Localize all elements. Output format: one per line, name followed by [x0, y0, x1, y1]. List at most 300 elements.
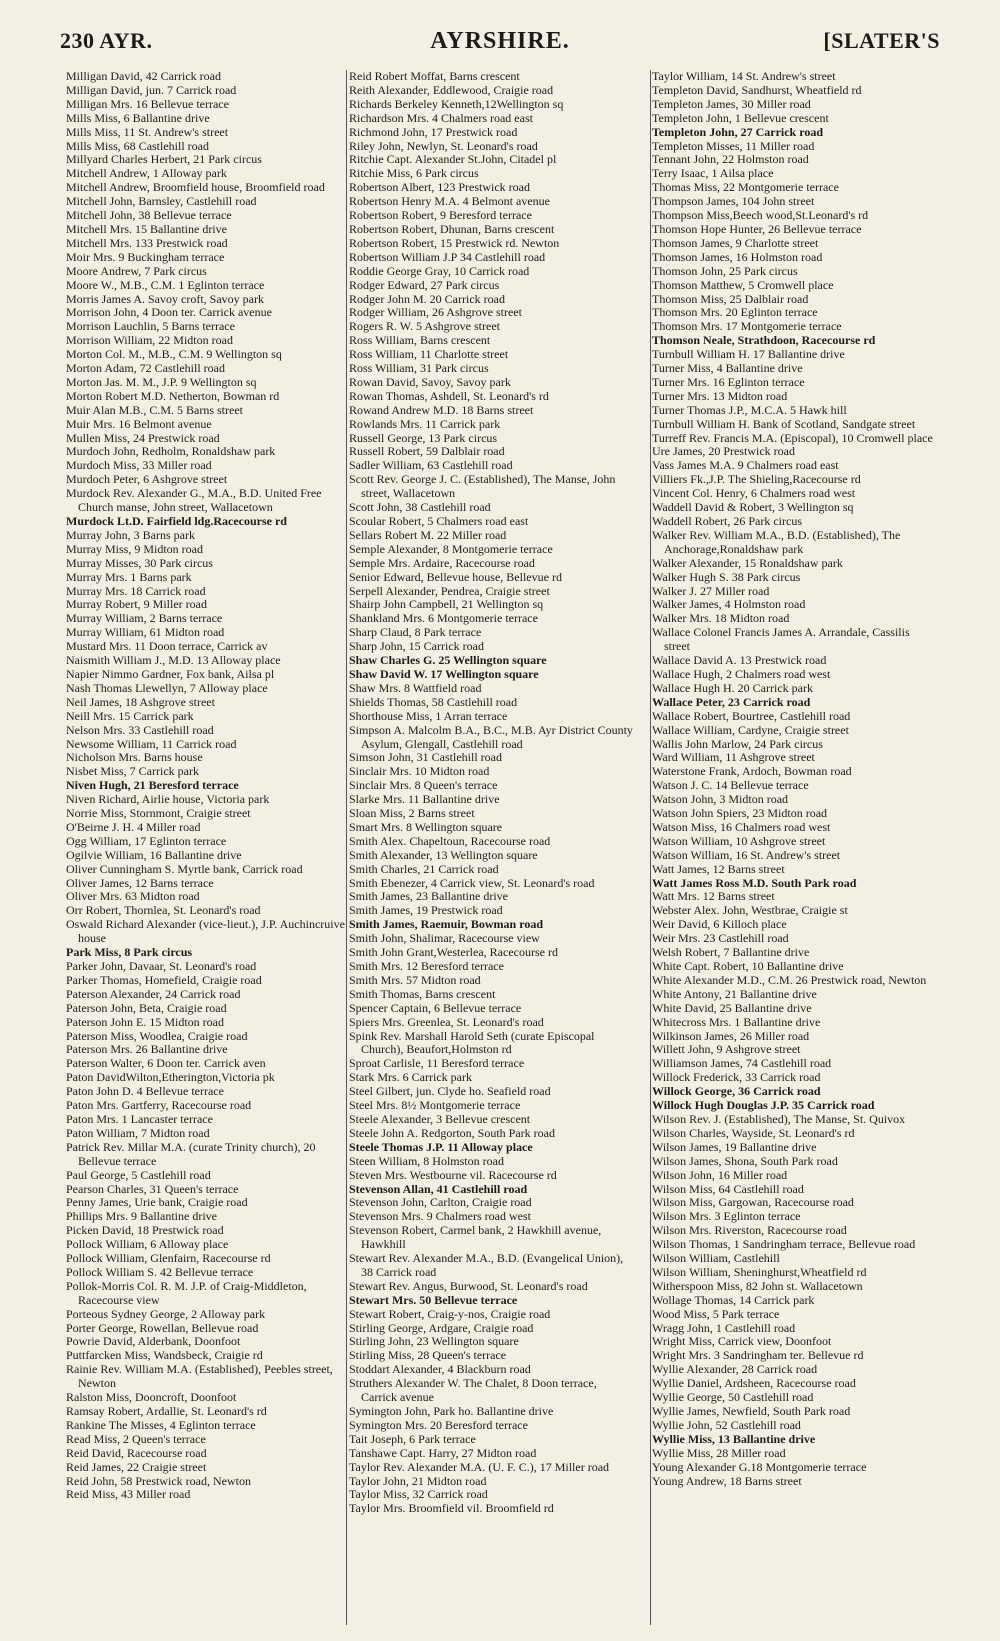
directory-entry: Ritchie Capt. Alexander St.John, Citadel pl	[349, 152, 557, 167]
directory-entry: Simson John, 31 Castlehill road	[349, 750, 502, 765]
directory-entry: Mitchell Mrs. 15 Ballantine drive	[66, 221, 227, 236]
directory-entry: Pollock William, Glenfairn, Racecourse rd	[66, 1251, 271, 1266]
directory-entry: Watson Miss, 16 Chalmers road west	[652, 819, 831, 834]
directory-entry: Robertson Robert, 15 Prestwick rd. Newton	[349, 235, 560, 250]
directory-entry: Walker James, 4 Holmston road	[652, 597, 806, 612]
directory-entry: Pollok-Morris Col. R. M. J.P. of Craig-Middleton, Racecourse view	[66, 1278, 307, 1307]
directory-entry: Senior Edward, Bellevue house, Bellevue rd	[349, 569, 562, 584]
directory-entry: Thomson Hope Hunter, 26 Bellevue terrace	[652, 221, 862, 236]
directory-entry: Smith Alexander, 13 Wellington square	[349, 847, 538, 862]
directory-entry: Mills Miss, 11 St. Andrew's street	[66, 124, 229, 139]
directory-entry: Wood Miss, 5 Park terrace	[652, 1306, 780, 1321]
directory-entry: Watson William, 16 St. Andrew's street	[652, 847, 841, 862]
directory-entry: Watt James, 12 Barns street	[652, 861, 785, 876]
directory-entry: Turnbull William H. 17 Ballantine drive	[652, 347, 845, 362]
directory-entry: Spencer Captain, 6 Bellevue terrace	[349, 1000, 522, 1015]
directory-entry: Murray John, 3 Barns park	[66, 527, 195, 542]
directory-entry: Weir David, 6 Killoch place	[652, 917, 787, 932]
directory-entry: Walker Hugh S. 38 Park circus	[652, 569, 801, 584]
county-title: AYRSHIRE.	[430, 28, 570, 54]
directory-entry: Reid David, Racecourse road	[66, 1445, 207, 1460]
directory-entry: Murdock Lt.D. Fairfield ldg.Racecourse rd	[66, 514, 287, 528]
directory-entry: Park Miss, 8 Park circus	[66, 945, 193, 960]
directory-columns	[66, 70, 940, 1630]
directory-entry: Picken David, 18 Prestwick road	[66, 1223, 224, 1238]
directory-entry: Webster Alex. John, Westbrae, Craigie st	[652, 903, 848, 918]
directory-entry: Wilson William, Sheninghurst,Wheatfield rd	[652, 1264, 867, 1279]
directory-entry: Murray Misses, 30 Park circus	[66, 555, 213, 570]
directory-entry: Mills Miss, 68 Castlehill road	[66, 138, 210, 153]
directory-entry: Thomson Mrs. 20 Eglinton terrace	[652, 305, 818, 320]
directory-entry: Wyllie Alexander, 28 Carrick road	[652, 1362, 818, 1377]
directory-entry: Paterson Walter, 6 Doon ter. Carrick aven	[66, 1056, 266, 1071]
directory-entry: Ross William, Barns crescent	[349, 333, 491, 348]
directory-entry: Smart Mrs. 8 Wellington square	[349, 819, 503, 834]
directory-entry: Vass James M.A. 9 Chalmers road east	[652, 458, 839, 473]
directory-entry: Reid Robert Moffat, Barns crescent	[349, 70, 520, 83]
directory-entry: Simpson A. Malcolm B.A., B.C., M.B. Ayr District County Asylum, Glengall, Castlehill road	[349, 722, 633, 751]
directory-entry: Murray William, 61 Midton road	[66, 625, 225, 640]
directory-entry: Stewart Robert, Craig-y-nos, Craigie road	[349, 1306, 551, 1321]
directory-entry: Semple Mrs. Ardaire, Racecourse road	[349, 555, 535, 570]
directory-entry: Rankine The Misses, 4 Eglinton terrace	[66, 1417, 256, 1432]
directory-entry: Shields Thomas, 58 Castlehill road	[349, 694, 518, 709]
directory-entry: Murray William, 2 Barns terrace	[66, 611, 223, 626]
directory-entry: Young Alexander G.18 Montgomerie terrace	[652, 1459, 867, 1474]
directory-entry: Pearson Charles, 31 Queen's terrace	[66, 1181, 239, 1196]
directory-entry: Templeton Misses, 11 Miller road	[652, 138, 815, 153]
directory-entry: Wragg John, 1 Castlehill road	[652, 1320, 796, 1335]
directory-entry: Mullen Miss, 24 Prestwick road	[66, 430, 220, 445]
directory-entry: Reid James, 22 Craigie street	[66, 1459, 207, 1474]
directory-entry: Templeton David, Sandhurst, Wheatfield rd	[652, 82, 862, 97]
directory-entry: Napier Nimmo Gardner, Fox bank, Ailsa pl	[66, 666, 275, 681]
directory-entry: Semple Alexander, 8 Montgomerie terrace	[349, 541, 553, 556]
directory-entry: Steen William, 8 Holmston road	[349, 1153, 504, 1168]
directory-entry: Murray Robert, 9 Miller road	[66, 597, 207, 612]
directory-entry: Sharp Claud, 8 Park terrace	[349, 625, 482, 640]
directory-entry: Ramsay Robert, Ardallie, St. Leonard's rd	[66, 1404, 267, 1418]
directory-entry: Turner Mrs. 16 Eglinton terrace	[652, 374, 805, 389]
directory-entry: Ward William, 11 Ashgrove street	[652, 750, 815, 765]
directory-entry: Morton Robert M.D. Netherton, Bowman rd	[66, 388, 280, 403]
directory-entry: Wallace David A. 13 Prestwick road	[652, 653, 827, 668]
directory-entry: Thompson James, 104 John street	[652, 194, 815, 209]
directory-entry: Parker Thomas, Homefield, Craigie road	[66, 972, 262, 987]
directory-entry: Milligan David, jun. 7 Carrick road	[66, 82, 237, 97]
directory-column-2	[349, 70, 635, 1630]
directory-entry: Thomson Matthew, 5 Cromwell place	[652, 277, 834, 292]
directory-entry: Steven Mrs. Westbourne vil. Racecourse rd	[349, 1167, 557, 1182]
directory-entry: Smith James, 19 Prestwick road	[349, 903, 503, 918]
directory-entry: Paton Mrs. 1 Lancaster terrace	[66, 1111, 213, 1126]
directory-entry: Willock George, 36 Carrick road	[652, 1084, 821, 1099]
directory-entry: Ritchie Miss, 6 Park circus	[349, 166, 479, 181]
directory-entry: Mills Miss, 6 Ballantine drive	[66, 110, 210, 125]
directory-entry: Steel Gilbert, jun. Clyde ho. Seafield road	[349, 1084, 551, 1099]
directory-entry: Turnbull William H. Bank of Scotland, Sandgate street	[652, 416, 916, 431]
directory-entry: Wallace Colonel Francis James A. Arrandale, Cassilis street	[652, 625, 910, 654]
directory-entry: Mitchell John, Barnsley, Castlehill road	[66, 194, 257, 209]
directory-entry: Wollage Thomas, 14 Carrick park	[652, 1292, 815, 1307]
directory-entry: White Antony, 21 Ballantine drive	[652, 986, 817, 1001]
directory-entry: Millyard Charles Herbert, 21 Park circus	[66, 152, 262, 167]
directory-entry: Pollock William, 6 Alloway place	[66, 1237, 229, 1252]
directory-entry: Parker John, Davaar, St. Leonard's road	[66, 959, 257, 973]
directory-entry: Powrie David, Alderbank, Doonfoot	[66, 1334, 241, 1349]
directory-entry: Walker Alexander, 15 Ronaldshaw park	[652, 555, 843, 570]
directory-entry: Scott John, 38 Castlehill road	[349, 500, 491, 515]
directory-entry: Morrison William, 22 Midton road	[66, 333, 233, 348]
directory-entry: Morton Adam, 72 Castlehill road	[66, 361, 225, 376]
directory-entry: Watson William, 10 Ashgrove street	[652, 833, 826, 848]
directory-entry: Smith Ebenezer, 4 Carrick view, St. Leonard's road	[349, 875, 595, 890]
directory-entry: Nelson Mrs. 33 Castlehill road	[66, 722, 214, 737]
directory-entry: Wallace William, Cardyne, Craigie street	[652, 722, 849, 737]
directory-entry: Terry Isaac, 1 Ailsa place	[652, 166, 774, 181]
directory-entry: Wallis John Marlow, 24 Park circus	[652, 736, 823, 751]
directory-entry: Thomson Mrs. 17 Montgomerie terrace	[652, 319, 842, 334]
directory-entry: Oswald Richard Alexander (vice-lieut.), J.P. Auchincruive house	[66, 917, 345, 946]
directory-entry: Sinclair Mrs. 8 Queen's terrace	[349, 778, 498, 793]
directory-entry: Wilson Mrs. 3 Eglinton terrace	[652, 1209, 801, 1224]
directory-entry: Stevenson Allan, 41 Castlehill road	[349, 1181, 528, 1196]
directory-entry: Stevenson Robert, Carmel bank, 2 Hawkhill avenue, Hawkhill	[349, 1223, 602, 1252]
directory-entry: Oliver Cunningham S. Myrtle bank, Carrick road	[66, 861, 303, 876]
directory-entry: Robertson William J.P 34 Castlehill road	[349, 249, 546, 264]
directory-entry: Paterson John E. 15 Midton road	[66, 1014, 224, 1029]
directory-entry: Robertson Robert, Dhunan, Barns crescent	[349, 221, 555, 236]
directory-entry: Steele John A. Redgorton, South Park road	[349, 1125, 555, 1140]
directory-entry: Welsh Robert, 7 Ballantine drive	[652, 945, 810, 960]
directory-entry: Symington Mrs. 20 Beresford terrace	[349, 1417, 528, 1432]
page-number: 230	[60, 28, 95, 53]
directory-entry: Robertson Robert, 9 Beresford terrace	[349, 208, 532, 223]
directory-entry: Paton DavidWilton,Etherington,Victoria pk	[66, 1070, 275, 1085]
directory-entry: Thomson James, 16 Holmston road	[652, 249, 823, 264]
directory-entry: Smith Charles, 21 Carrick road	[349, 861, 499, 876]
directory-entry: Neil James, 18 Ashgrove street	[66, 694, 215, 709]
directory-entry: Wright Miss, Carrick view, Doonfoot	[652, 1334, 832, 1349]
directory-entry: Wilson Miss, 64 Castlehill road	[652, 1181, 804, 1196]
directory-entry: Waterstone Frank, Ardoch, Bowman road	[652, 764, 852, 779]
directory-entry: Paterson Miss, Woodlea, Craigie road	[66, 1028, 248, 1043]
directory-entry: Naismith William J., M.D. 13 Alloway place	[66, 653, 281, 668]
directory-entry: Steele Thomas J.P. 11 Alloway place	[349, 1139, 533, 1154]
directory-entry: Stoddart Alexander, 4 Blackburn road	[349, 1362, 531, 1377]
directory-entry: Sproat Carlisle, 11 Beresford terrace	[349, 1056, 525, 1071]
directory-entry: Moir Mrs. 9 Buckingham terrace	[66, 249, 225, 264]
directory-entry: Symington John, Park ho. Ballantine drive	[349, 1404, 554, 1418]
town-name: AYR.	[99, 28, 153, 53]
directory-entry: Smith Mrs. 57 Midton road	[349, 972, 481, 987]
directory-entry: Taylor John, 21 Midton road	[349, 1473, 487, 1488]
directory-entry: Oliver Mrs. 63 Midton road	[66, 889, 200, 904]
directory-entry: Templeton John, 1 Bellevue crescent	[652, 110, 829, 125]
directory-entry: Taylor Mrs. Broomfield vil. Broomfield rd	[349, 1501, 554, 1516]
directory-entry: Spink Rev. Marshall Harold Seth (curate Episcopal Church), Beaufort,Holmston rd	[349, 1028, 595, 1057]
directory-entry: Richards Berkeley Kenneth,12Wellington sq	[349, 96, 564, 111]
directory-entry: Stevenson John, Carlton, Craigie road	[349, 1195, 532, 1210]
directory-entry: Phillips Mrs. 9 Ballantine drive	[66, 1209, 217, 1224]
directory-entry: Smith Mrs. 12 Beresford terrace	[349, 959, 504, 973]
directory-entry: Willett John, 9 Ashgrove street	[652, 1042, 801, 1057]
directory-entry: Mitchell Andrew, 1 Alloway park	[66, 166, 227, 181]
directory-entry: Walker J. 27 Miller road	[652, 583, 770, 598]
directory-entry: Reith Alexander, Eddlewood, Craigie road	[349, 82, 554, 97]
directory-entry: Murdoch Miss, 33 Miller road	[66, 458, 212, 473]
directory-entry: Mitchell Andrew, Broomfield house, Broomfield road	[66, 180, 325, 195]
directory-entry: Wilson Rev. J. (Established), The Manse, St. Quivox	[652, 1111, 906, 1126]
directory-entry: Tait Joseph, 6 Park terrace	[349, 1431, 476, 1446]
directory-entry: Penny James, Urie bank, Craigie road	[66, 1195, 248, 1210]
directory-entry: Richmond John, 17 Prestwick road	[349, 124, 518, 139]
directory-entry: Wyllie John, 52 Castlehill road	[652, 1417, 801, 1432]
directory-entry: Slarke Mrs. 11 Ballantine drive	[349, 792, 500, 807]
directory-entry: Wilkinson James, 26 Miller road	[652, 1028, 810, 1043]
directory-entry: Milligan David, 42 Carrick road	[66, 70, 221, 83]
directory-entry: Paterson John, Beta, Craigie road	[66, 1000, 227, 1015]
directory-entry: Wilson William, Castlehill	[652, 1251, 780, 1266]
directory-entry: Thompson Miss,Beech wood,St.Leonard's rd	[652, 208, 869, 223]
directory-entry: Stirling George, Ardgare, Craigie road	[349, 1320, 534, 1335]
directory-entry: Rowan Thomas, Ashdell, St. Leonard's rd	[349, 388, 549, 403]
directory-entry: Wyllie George, 50 Castlehill road	[652, 1390, 814, 1405]
directory-entry: Murray Miss, 9 Midton road	[66, 541, 203, 556]
directory-entry: Paterson Alexander, 24 Carrick road	[66, 986, 241, 1001]
directory-entry: Orr Robert, Thornlea, St. Leonard's road	[66, 903, 261, 918]
directory-entry: Wyllie Miss, 13 Ballantine drive	[652, 1431, 816, 1446]
directory-entry: Vincent Col. Henry, 6 Chalmers road west	[652, 486, 856, 501]
directory-entry: Reid Miss, 43 Miller road	[66, 1487, 191, 1502]
directory-entry: Morrison John, 4 Doon ter. Carrick avenue	[66, 305, 272, 320]
directory-entry: Wilson John, 16 Miller road	[652, 1167, 788, 1182]
directory-column-3	[652, 70, 938, 1630]
directory-entry: Taylor Miss, 32 Carrick road	[349, 1487, 488, 1502]
directory-entry: Rodger William, 26 Ashgrove street	[349, 305, 522, 320]
directory-entry: Moore W., M.B., C.M. 1 Eglinton terrace	[66, 277, 265, 292]
directory-entry: Rowand Andrew M.D. 18 Barns street	[349, 402, 534, 417]
directory-entry: Wallace Peter, 23 Carrick road	[652, 694, 811, 709]
directory-entry: Murray Mrs. 1 Barns park	[66, 569, 192, 584]
directory-entry: Turner Thomas J.P., M.C.A. 5 Hawk hill	[652, 402, 847, 417]
directory-entry: Smith John, Shalimar, Racecourse view	[349, 931, 540, 946]
directory-entry: Rodger Edward, 27 Park circus	[349, 277, 500, 292]
directory-entry: Murdoch Peter, 6 Ashgrove street	[66, 472, 228, 487]
directory-entry: Turreff Rev. Francis M.A. (Episcopal), 10 Cromwell place	[652, 430, 933, 445]
directory-entry: Rowan David, Savoy, Savoy park	[349, 374, 511, 389]
directory-entry: Walker Rev. William M.A., B.D. (Established), The Anchorage,Ronaldshaw park	[652, 527, 901, 556]
directory-entry: Sinclair Mrs. 10 Midton road	[349, 764, 490, 779]
directory-entry: Newsome William, 11 Carrick road	[66, 736, 237, 751]
publisher-name: [SLATER'S	[823, 28, 940, 53]
directory-entry: Neill Mrs. 15 Carrick park	[66, 708, 194, 723]
directory-entry: Stirling Miss, 28 Queen's terrace	[349, 1348, 507, 1363]
directory-entry: Wilson Thomas, 1 Sandringham terrace, Bellevue road	[652, 1237, 916, 1252]
directory-entry: Pollock William S. 42 Bellevue terrace	[66, 1264, 254, 1279]
directory-entry: Paton Mrs. Gartferry, Racecourse road	[66, 1098, 252, 1113]
directory-entry: Waddell Robert, 26 Park circus	[652, 514, 802, 528]
directory-entry: Wilson Miss, Gargowan, Racecourse road	[652, 1195, 854, 1210]
directory-entry: Paterson Mrs. 26 Ballantine drive	[66, 1042, 228, 1057]
directory-entry: Wilson Charles, Wayside, St. Leonard's rd	[652, 1125, 855, 1140]
directory-entry: Watson John Spiers, 23 Midton road	[652, 806, 828, 821]
directory-entry: Wright Mrs. 3 Sandringham ter. Bellevue rd	[652, 1348, 864, 1363]
directory-entry: Murdoch John, Redholm, Ronaldshaw park	[66, 444, 276, 459]
directory-entry: Nisbet Miss, 7 Carrick park	[66, 764, 199, 779]
directory-entry: Reid John, 58 Prestwick road, Newton	[66, 1473, 251, 1488]
directory-entry: Muir Mrs. 16 Belmont avenue	[66, 416, 212, 431]
directory-entry: Scott Rev. George J. C. (Established), The Manse, John street, Wallacetown	[349, 472, 616, 501]
directory-entry: Mitchell John, 38 Bellevue terrace	[66, 208, 232, 223]
directory-entry: Moore Andrew, 7 Park circus	[66, 263, 207, 278]
directory-entry: White David, 25 Ballantine drive	[652, 1000, 812, 1015]
directory-entry: Templeton James, 30 Miller road	[652, 96, 811, 111]
directory-entry: Wyllie Miss, 28 Miller road	[652, 1445, 786, 1460]
directory-entry: Wallace Robert, Bourtree, Castlehill road	[652, 708, 851, 723]
directory-entry: Wallace Hugh, 2 Chalmers road west	[652, 666, 831, 681]
directory-entry: Watt James Ross M.D. South Park road	[652, 875, 857, 890]
directory-entry: Riley John, Newlyn, St. Leonard's road	[349, 138, 538, 153]
directory-entry: Niven Richard, Airlie house, Victoria park	[66, 792, 270, 807]
directory-entry: Thomson Neale, Strathdoon, Racecourse rd	[652, 333, 876, 348]
directory-entry: Steele Alexander, 3 Bellevue crescent	[349, 1111, 531, 1126]
directory-entry: Stewart Rev. Angus, Burwood, St. Leonard's road	[349, 1278, 588, 1293]
directory-entry: Scoular Robert, 5 Chalmers road east	[349, 514, 529, 528]
directory-entry: Thomson James, 9 Charlotte street	[652, 235, 819, 250]
directory-entry: Shankland Mrs. 6 Montgomerie terrace	[349, 611, 538, 626]
directory-entry: Sadler William, 63 Castlehill road	[349, 458, 513, 473]
directory-entry: Waddell David & Robert, 3 Wellington sq	[652, 500, 854, 515]
directory-entry: Murdock Rev. Alexander G., M.A., B.D. United Free Church manse, John street, Wallacetown	[66, 486, 322, 515]
directory-entry: Ralston Miss, Dooncroft, Doonfoot	[66, 1390, 237, 1405]
directory-entry: Smith James, Raemuir, Bowman road	[349, 917, 544, 932]
directory-entry: Mustard Mrs. 11 Doon terrace, Carrick av	[66, 639, 268, 654]
directory-entry: Rodger John M. 20 Carrick road	[349, 291, 505, 306]
directory-entry: Whitecross Mrs. 1 Ballantine drive	[652, 1014, 821, 1029]
directory-entry: Puttfarcken Miss, Wandsbeck, Craigie rd	[66, 1348, 263, 1363]
directory-entry: Smith James, 23 Ballantine drive	[349, 889, 508, 904]
directory-entry: Shairp John Campbell, 21 Wellington sq	[349, 597, 544, 612]
directory-entry: Russell George, 13 Park circus	[349, 430, 498, 445]
directory-entry: Watson J. C. 14 Bellevue terrace	[652, 778, 809, 793]
directory-entry: Tennant John, 22 Holmston road	[652, 152, 809, 167]
directory-entry: Patrick Rev. Millar M.A. (curate Trinity church), 20 Bellevue terrace	[66, 1139, 316, 1168]
directory-entry: Thomas Miss, 22 Montgomerie terrace	[652, 180, 839, 195]
directory-entry: Wilson Mrs. Riverston, Racecourse road	[652, 1223, 847, 1238]
directory-entry: Stevenson Mrs. 9 Chalmers road west	[349, 1209, 531, 1224]
directory-entry: Stark Mrs. 6 Carrick park	[349, 1070, 472, 1085]
directory-entry: Ross William, 31 Park circus	[349, 361, 489, 376]
directory-entry: Villiers Fk.,J.P. The Shieling,Racecourse rd	[652, 472, 861, 487]
directory-entry: Russell Robert, 59 Dalblair road	[349, 444, 505, 459]
directory-entry: Taylor Rev. Alexander M.A. (U. F. C.), 17 Miller road	[349, 1459, 610, 1474]
directory-entry: Shaw Charles G. 25 Wellington square	[349, 653, 547, 668]
directory-entry: Milligan Mrs. 16 Bellevue terrace	[66, 96, 229, 111]
directory-entry: Morrison Lauchlin, 5 Barns terrace	[66, 319, 235, 334]
directory-entry: Ogilvie William, 16 Ballantine drive	[66, 847, 242, 862]
directory-entry: Murray Mrs. 18 Carrick road	[66, 583, 206, 598]
directory-entry: Norrie Miss, Stornmont, Craigie street	[66, 806, 251, 821]
directory-entry: White Capt. Robert, 10 Ballantine drive	[652, 959, 844, 973]
directory-entry: Shaw Mrs. 8 Wattfield road	[349, 680, 482, 695]
directory-entry: Turner Mrs. 13 Midton road	[652, 388, 788, 403]
directory-entry: Smith Alex. Chapeltoun, Racecourse road	[349, 833, 551, 848]
directory-entry: Ogg William, 17 Eglinton terrace	[66, 833, 227, 848]
directory-entry: Templeton John, 27 Carrick road	[652, 124, 824, 139]
directory-entry: Wallace Hugh H. 20 Carrick park	[652, 680, 813, 695]
directory-entry: Robertson Henry M.A. 4 Belmont avenue	[349, 194, 550, 209]
directory-entry: Weir Mrs. 23 Castlehill road	[652, 931, 789, 946]
directory-entry: Richardson Mrs. 4 Chalmers road east	[349, 110, 533, 125]
directory-entry: Sharp John, 15 Carrick road	[349, 639, 484, 654]
directory-entry: Wyllie James, Newfield, South Park road	[652, 1404, 851, 1418]
directory-entry: Watson John, 3 Midton road	[652, 792, 789, 807]
directory-entry: Williamson James, 74 Castlehill road	[652, 1056, 832, 1071]
directory-entry: Smith John Grant,Westerlea, Racecourse rd	[349, 945, 558, 960]
directory-entry: Shorthouse Miss, 1 Arran terrace	[349, 708, 508, 723]
directory-entry: Muir Alan M.B., C.M. 5 Barns street	[66, 402, 243, 417]
directory-entry: Rowlands Mrs. 11 Carrick park	[349, 416, 501, 431]
directory-entry: Sellars Robert M. 22 Miller road	[349, 527, 507, 542]
directory-entry: Tanshawe Capt. Harry, 27 Midton road	[349, 1445, 537, 1460]
directory-entry: Spiers Mrs. Greenlea, St. Leonard's road	[349, 1014, 544, 1029]
directory-entry: Roddie George Gray, 10 Carrick road	[349, 263, 530, 278]
directory-entry: Porter George, Rowellan, Bellevue road	[66, 1320, 259, 1335]
directory-column-1	[66, 70, 352, 1630]
directory-entry: Smith Thomas, Barns crescent	[349, 986, 496, 1001]
directory-entry: Stewart Mrs. 50 Bellevue terrace	[349, 1292, 518, 1307]
directory-entry: Wilson James, Shona, South Park road	[652, 1153, 838, 1168]
directory-entry: Thomson Miss, 25 Dalblair road	[652, 291, 809, 306]
directory-entry: Wilson James, 19 Ballantine drive	[652, 1139, 817, 1154]
directory-entry: Paton William, 7 Midton road	[66, 1125, 210, 1140]
directory-entry: Read Miss, 2 Queen's terrace	[66, 1431, 206, 1446]
directory-entry: Morton Col. M., M.B., C.M. 9 Wellington sq	[66, 347, 282, 362]
directory-entry: Nash Thomas Llewellyn, 7 Alloway place	[66, 680, 268, 695]
directory-entry: Stewart Rev. Alexander M.A., B.D. (Evangelical Union), 38 Carrick road	[349, 1251, 624, 1279]
directory-entry: Niven Hugh, 21 Beresford terrace	[66, 778, 239, 793]
directory-entry: Thomson John, 25 Park circus	[652, 263, 798, 278]
directory-entry: Paul George, 5 Castlehill road	[66, 1167, 211, 1182]
directory-entry: Morton Jas. M. M., J.P. 9 Wellington sq	[66, 374, 257, 389]
directory-entry: Rogers R. W. 5 Ashgrove street	[349, 319, 500, 334]
directory-entry: Young Andrew, 18 Barns street	[652, 1473, 802, 1488]
directory-entry: Shaw David W. 17 Wellington square	[349, 666, 539, 681]
directory-entry: Willock Hugh Douglas J.P. 35 Carrick road	[652, 1098, 875, 1113]
directory-entry: White Alexander M.D., C.M. 26 Prestwick road, Newton	[652, 972, 927, 987]
directory-entry: Witherspoon Miss, 82 John st. Wallacetown	[652, 1278, 863, 1293]
directory-entry: Robertson Albert, 123 Prestwick road	[349, 180, 530, 195]
directory-entry: Sloan Miss, 2 Barns street	[349, 806, 475, 821]
directory-entry: Turner Miss, 4 Ballantine drive	[652, 361, 803, 376]
directory-entry: Nicholson Mrs. Barns house	[66, 750, 203, 765]
directory-entry: Wyllie Daniel, Ardsheen, Racecourse road	[652, 1376, 856, 1391]
directory-entry: Willock Frederick, 33 Carrick road	[652, 1070, 821, 1085]
page-header	[60, 28, 940, 64]
directory-entry: Stirling John, 23 Wellington square	[349, 1334, 519, 1349]
directory-entry: Walker Mrs. 18 Midton road	[652, 611, 790, 626]
directory-entry: Porteous Sydney George, 2 Alloway park	[66, 1306, 266, 1321]
directory-entry: O'Beirne J. H. 4 Miller road	[66, 819, 201, 834]
directory-entry: Steel Mrs. 8½ Montgomerie terrace	[349, 1098, 521, 1113]
directory-entry: Rainie Rev. William M.A. (Established), Peebles street, Newton	[66, 1362, 333, 1391]
directory-entry: Ure James, 20 Prestwick road	[652, 444, 795, 459]
directory-entry: Taylor William, 14 St. Andrew's street	[652, 70, 836, 83]
directory-entry: Watt Mrs. 12 Barns street	[652, 889, 775, 904]
directory-entry: Mitchell Mrs. 133 Prestwick road	[66, 235, 228, 250]
directory-entry: Serpell Alexander, Pendrea, Craigie street	[349, 583, 550, 598]
